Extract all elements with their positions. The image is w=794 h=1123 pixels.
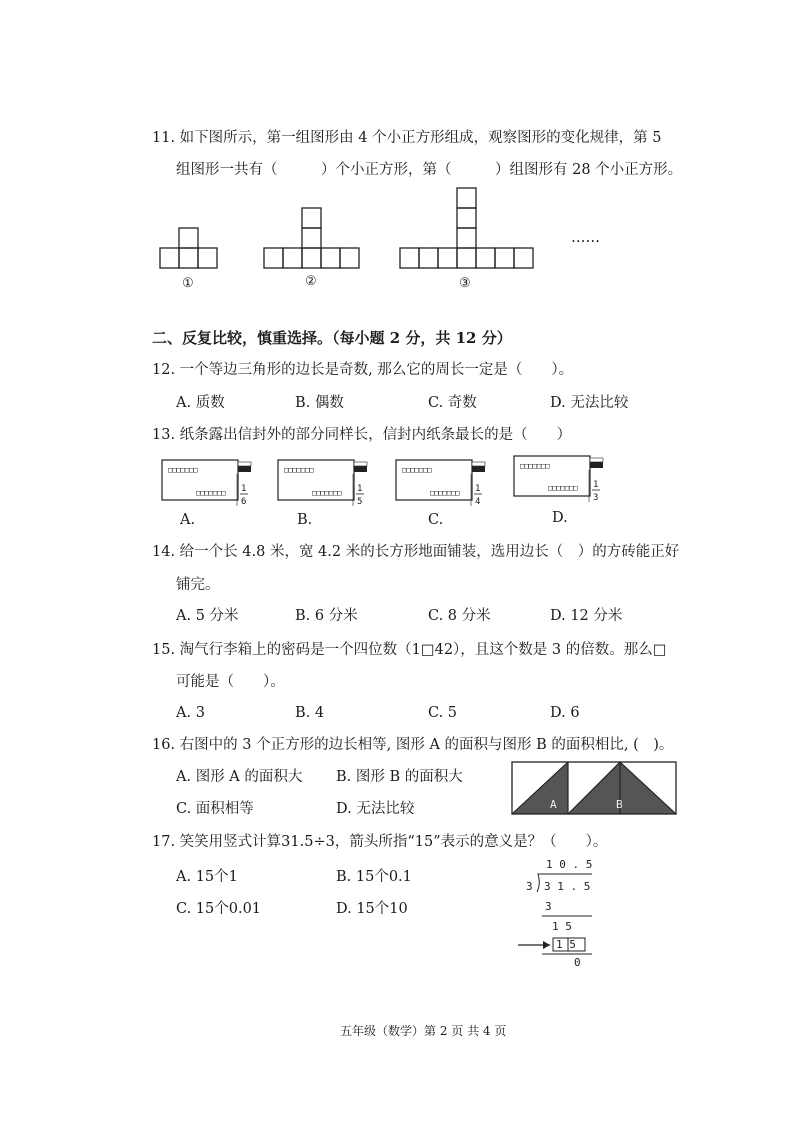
division-step1: 3 — [545, 900, 552, 913]
fraction-b-num: 1 — [357, 484, 363, 494]
q17-option-c: C. 15个0.01 — [176, 901, 262, 917]
svg-text:□□□□□□□: □□□□□□□ — [430, 489, 460, 497]
q17-long-division — [512, 856, 602, 968]
pattern-2 — [264, 208, 359, 268]
division-step3: 1 5 — [556, 938, 576, 951]
fraction-b-den: 5 — [357, 497, 363, 507]
q16-option-d: D. 无法比较 — [336, 801, 415, 817]
q13-letter-d: D. — [552, 510, 568, 526]
q11-square-patterns — [150, 186, 630, 296]
shape-b-label: B — [616, 798, 623, 811]
q13-letter-c: C. — [428, 512, 444, 528]
pattern-1 — [160, 228, 217, 268]
division-quotient: 1 0 . 5 — [546, 858, 593, 871]
q15-line2: 可能是（ ）。 — [176, 674, 285, 690]
q13-envelopes — [156, 452, 626, 514]
fraction-a-den: 6 — [241, 497, 247, 507]
division-remainder: 0 — [574, 956, 581, 968]
fraction-c-den: 4 — [475, 497, 481, 507]
q16-option-c: C. 面积相等 — [176, 801, 254, 817]
pattern-3 — [400, 188, 533, 268]
q12-option-b: B. 偶数 — [295, 395, 344, 411]
q14-option-c: C. 8 分米 — [428, 608, 491, 624]
svg-text:□□□□□□□: □□□□□□□ — [402, 466, 432, 474]
fraction-c-num: 1 — [475, 484, 481, 494]
svg-text:□□□□□□□: □□□□□□□ — [548, 484, 578, 492]
q15-option-a: A. 3 — [176, 705, 205, 721]
q11-line1: 11. 如下图所示，第一组图形由 4 个小正方形组成，观察图形的变化规律，第 5 — [152, 130, 662, 146]
svg-text:□□□□□□□: □□□□□□□ — [168, 466, 198, 474]
envelope-d — [514, 456, 603, 496]
pattern-2-label: ② — [305, 274, 317, 289]
envelope-c — [396, 460, 485, 500]
q16-option-a: A. 图形 A 的面积大 — [176, 769, 303, 785]
q12-option-a: A. 质数 — [176, 395, 225, 411]
fraction-a-num: 1 — [241, 484, 247, 494]
q15-line1: 15. 淘气行李箱上的密码是一个四位数（1□42），且这个数是 3 的倍数。那么□ — [152, 642, 667, 658]
envelope-a — [162, 460, 251, 500]
q12-stem: 12. 一个等边三角形的边长是奇数, 那么它的周长一定是（ ）。 — [152, 362, 574, 378]
q11-line2: 组图形一共有（ ）个小正方形，第（ ）组图形有 28 个小正方形。 — [176, 162, 683, 178]
shape-a-label: A — [550, 798, 557, 811]
q14-option-a: A. 5 分米 — [176, 608, 239, 624]
svg-text:□□□□□□□: □□□□□□□ — [284, 466, 314, 474]
q13-letter-b: B. — [297, 512, 313, 528]
q16-stem: 16. 右图中的 3 个正方形的边长相等, 图形 A 的面积与图形 B 的面积相比, ( )。 — [152, 737, 674, 753]
q12-option-c: C. 奇数 — [428, 395, 477, 411]
q14-line2: 铺完。 — [176, 577, 220, 593]
pattern-ellipsis: …… — [571, 230, 600, 246]
q13-letter-a: A. — [180, 512, 196, 528]
q17-option-a: A. 15个1 — [176, 869, 238, 885]
section-2-title: 二、反复比较，慎重选择。（每小题 2 分，共 12 分） — [152, 329, 512, 347]
q13-stem: 13. 纸条露出信封外的部分同样长，信封内纸条最长的是（ ） — [152, 427, 572, 443]
q14-line1: 14. 给一个长 4.8 米，宽 4.2 米的长方形地面铺装，选用边长（ ）的方砖能正好 — [152, 544, 680, 560]
q16-squares-figure — [508, 758, 680, 818]
pattern-3-label: ③ — [459, 276, 471, 291]
division-dividend: 3 1 . 5 — [544, 880, 591, 893]
svg-text:□□□□□□□: □□□□□□□ — [196, 489, 226, 497]
q17-option-b: B. 15个0.1 — [336, 869, 412, 885]
fraction-d-den: 3 — [593, 493, 599, 503]
q15-option-d: D. 6 — [550, 705, 580, 721]
q15-option-b: B. 4 — [295, 705, 325, 721]
svg-text:□□□□□□□: □□□□□□□ — [520, 462, 550, 470]
page-footer: 五年级（数学）第 2 页 共 4 页 — [340, 1024, 507, 1038]
q15-option-c: C. 5 — [428, 705, 458, 721]
q14-option-b: B. 6 分米 — [295, 608, 358, 624]
q17-option-d: D. 15个10 — [336, 901, 408, 917]
q12-option-d: D. 无法比较 — [550, 395, 629, 411]
svg-text:□□□□□□□: □□□□□□□ — [312, 489, 342, 497]
division-step2: 1 5 — [552, 920, 572, 933]
envelope-b — [278, 460, 367, 500]
q17-stem: 17. 笑笑用竖式计算31.5÷3，箭头所指“15”表示的意义是？（ ）。 — [152, 834, 608, 850]
fraction-d-num: 1 — [593, 480, 599, 490]
q14-option-d: D. 12 分米 — [550, 608, 623, 624]
pattern-1-label: ① — [182, 276, 194, 291]
division-divisor: 3 — [526, 880, 533, 893]
q16-option-b: B. 图形 B 的面积大 — [336, 769, 463, 785]
